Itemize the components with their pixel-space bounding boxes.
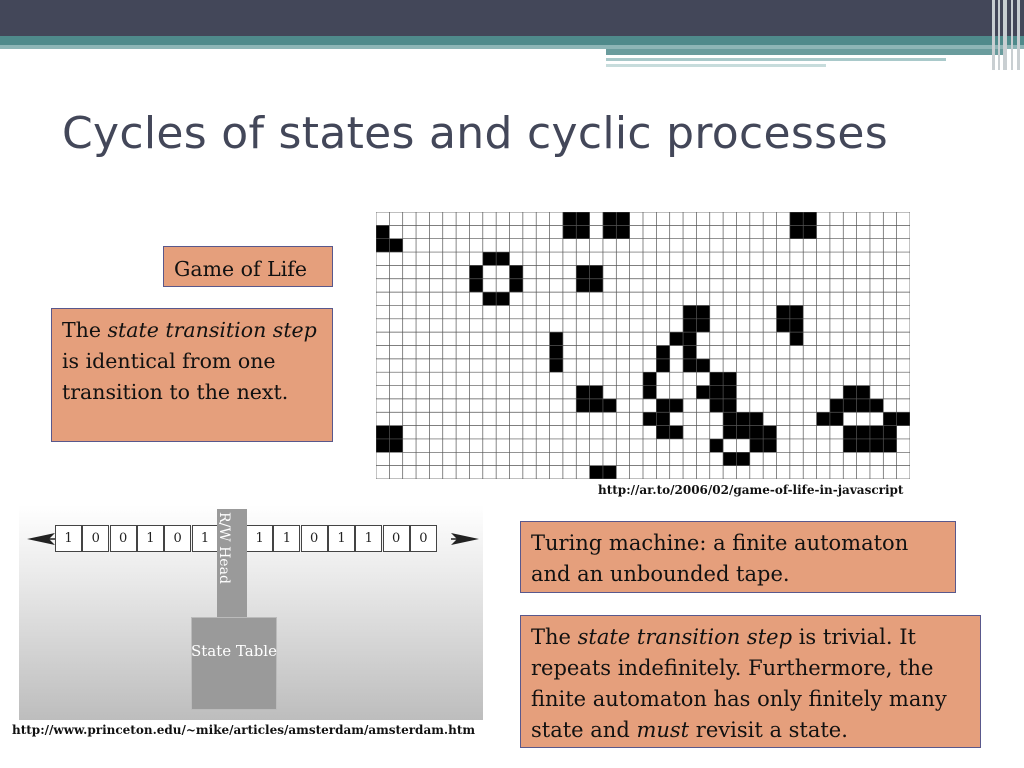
live-cell <box>696 319 709 332</box>
live-cell <box>389 426 402 439</box>
live-cell <box>576 279 589 292</box>
live-cell <box>843 426 856 439</box>
live-cell <box>710 386 723 399</box>
live-cell <box>790 305 803 318</box>
tape-cell: 1 <box>55 525 82 552</box>
tape-cell: 1 <box>137 525 164 552</box>
live-cell <box>723 386 736 399</box>
live-cell <box>870 439 883 452</box>
game-of-life-label-text: Game of Life <box>174 257 308 281</box>
live-cell <box>696 305 709 318</box>
live-cell <box>803 212 816 225</box>
live-cell <box>790 332 803 345</box>
live-cell <box>563 225 576 238</box>
live-cell <box>843 399 856 412</box>
live-cell <box>670 399 683 412</box>
live-cell <box>389 239 402 252</box>
live-cell <box>603 225 616 238</box>
state-table-label: State Table <box>191 642 277 660</box>
live-cell <box>683 332 696 345</box>
live-cell <box>656 399 669 412</box>
live-cell <box>857 439 870 452</box>
live-cell <box>576 265 589 278</box>
tape-cell: 0 <box>410 525 437 552</box>
live-cell <box>723 426 736 439</box>
live-cell <box>576 386 589 399</box>
live-cell <box>723 399 736 412</box>
live-cell <box>750 412 763 425</box>
header-accent-line <box>606 58 946 61</box>
tape-cell: 1 <box>192 525 219 552</box>
live-cell <box>736 426 749 439</box>
live-cell <box>683 319 696 332</box>
live-cell <box>376 426 389 439</box>
header-accent-line <box>606 49 1006 55</box>
live-cell <box>790 225 803 238</box>
live-cell <box>656 346 669 359</box>
live-cell <box>603 466 616 479</box>
live-cell <box>750 426 763 439</box>
turing-source-url: http://www.princeton.edu/~mike/articles/amsterdam/amsterdam.htm <box>12 723 476 737</box>
live-cell <box>777 319 790 332</box>
live-cell <box>376 439 389 452</box>
trivial-note-prefix: The <box>531 625 578 649</box>
live-cell <box>550 332 563 345</box>
live-cell <box>376 225 389 238</box>
trivial-transition-note <box>520 615 981 748</box>
live-cell <box>576 399 589 412</box>
live-cell <box>696 386 709 399</box>
note-text-emphasis: state transition step <box>107 318 317 342</box>
live-cell <box>683 305 696 318</box>
live-cell <box>897 412 910 425</box>
tape-cell: 1 <box>355 525 382 552</box>
live-cell <box>723 452 736 465</box>
tape-cell: 0 <box>164 525 191 552</box>
live-cell <box>843 439 856 452</box>
live-cell <box>483 292 496 305</box>
turing-machine-note <box>520 521 956 593</box>
live-cell <box>843 386 856 399</box>
game-of-life-source-url: http://ar.to/2006/02/game-of-life-in-javascript <box>598 483 904 497</box>
note-text-prefix: The <box>62 318 108 342</box>
live-cell <box>763 426 776 439</box>
live-cell <box>603 212 616 225</box>
live-cell <box>496 252 509 265</box>
trivial-note-emphasis-must: must <box>636 718 690 742</box>
tape-cell: 0 <box>82 525 109 552</box>
live-cell <box>723 372 736 385</box>
live-cell <box>643 386 656 399</box>
live-cell <box>803 225 816 238</box>
trivial-note-emphasis: state transition step <box>577 625 793 649</box>
state-transition-note <box>51 308 333 442</box>
header-accent-band <box>0 36 1024 45</box>
live-cell <box>790 212 803 225</box>
live-cell <box>710 399 723 412</box>
header-accent-line <box>606 64 826 67</box>
live-cell <box>736 412 749 425</box>
live-cell <box>616 212 629 225</box>
live-cell <box>590 466 603 479</box>
live-cell <box>870 399 883 412</box>
live-cell <box>389 439 402 452</box>
tape-cell: 1 <box>246 525 273 552</box>
live-cell <box>670 332 683 345</box>
slide-title: Cycles of states and cyclic processes <box>62 108 888 159</box>
live-cell <box>510 265 523 278</box>
live-cell <box>576 212 589 225</box>
live-cell <box>857 399 870 412</box>
tape-cell: 0 <box>383 525 410 552</box>
live-cell <box>777 305 790 318</box>
live-cell <box>883 426 896 439</box>
live-cell <box>616 225 629 238</box>
live-cell <box>790 319 803 332</box>
trivial-note-suffix: revisit a state. <box>689 718 848 742</box>
live-cell <box>656 426 669 439</box>
live-cell <box>483 252 496 265</box>
live-cell <box>576 225 589 238</box>
live-cell <box>643 412 656 425</box>
live-cell <box>750 439 763 452</box>
live-cell <box>550 346 563 359</box>
game-of-life-label <box>163 246 333 287</box>
live-cell <box>710 372 723 385</box>
live-cell <box>870 426 883 439</box>
live-cell <box>590 386 603 399</box>
live-cell <box>830 412 843 425</box>
live-cell <box>590 399 603 412</box>
live-cell <box>603 399 616 412</box>
header-bar <box>0 0 1024 36</box>
read-write-head-label: R/W Head <box>216 512 232 584</box>
live-cell <box>656 412 669 425</box>
live-cell <box>496 292 509 305</box>
live-cell <box>469 265 482 278</box>
live-cell <box>683 359 696 372</box>
turing-note-text: Turing machine: a finite automaton and an unbounded tape. <box>531 531 909 586</box>
live-cell <box>550 359 563 372</box>
live-cell <box>710 439 723 452</box>
live-cell <box>510 279 523 292</box>
tape-cell: 1 <box>328 525 355 552</box>
live-cell <box>696 359 709 372</box>
live-cell <box>643 372 656 385</box>
live-cell <box>763 439 776 452</box>
live-cell <box>736 452 749 465</box>
live-cell <box>590 265 603 278</box>
live-cell <box>857 426 870 439</box>
live-cell <box>723 412 736 425</box>
live-cell <box>656 359 669 372</box>
live-cell <box>670 426 683 439</box>
live-cell <box>830 399 843 412</box>
note-text-suffix: is identical from one transition to the next. <box>62 349 289 404</box>
tape-cell: 1 <box>273 525 300 552</box>
live-cell <box>817 412 830 425</box>
live-cell <box>683 346 696 359</box>
live-cell <box>376 239 389 252</box>
live-cell <box>883 439 896 452</box>
live-cell <box>857 386 870 399</box>
game-of-life-grid <box>376 212 910 479</box>
tape-cell: 0 <box>110 525 137 552</box>
tape-cell: 0 <box>301 525 328 552</box>
header-stripes <box>990 0 1024 70</box>
live-cell <box>563 212 576 225</box>
live-cell <box>469 279 482 292</box>
trivial-note-middle: is trivial. It repeats indefinitely. Furthermore, the finite automaton has only finitely many state and <box>531 625 947 742</box>
live-cell <box>883 412 896 425</box>
state-table <box>191 617 277 710</box>
live-cell <box>590 279 603 292</box>
